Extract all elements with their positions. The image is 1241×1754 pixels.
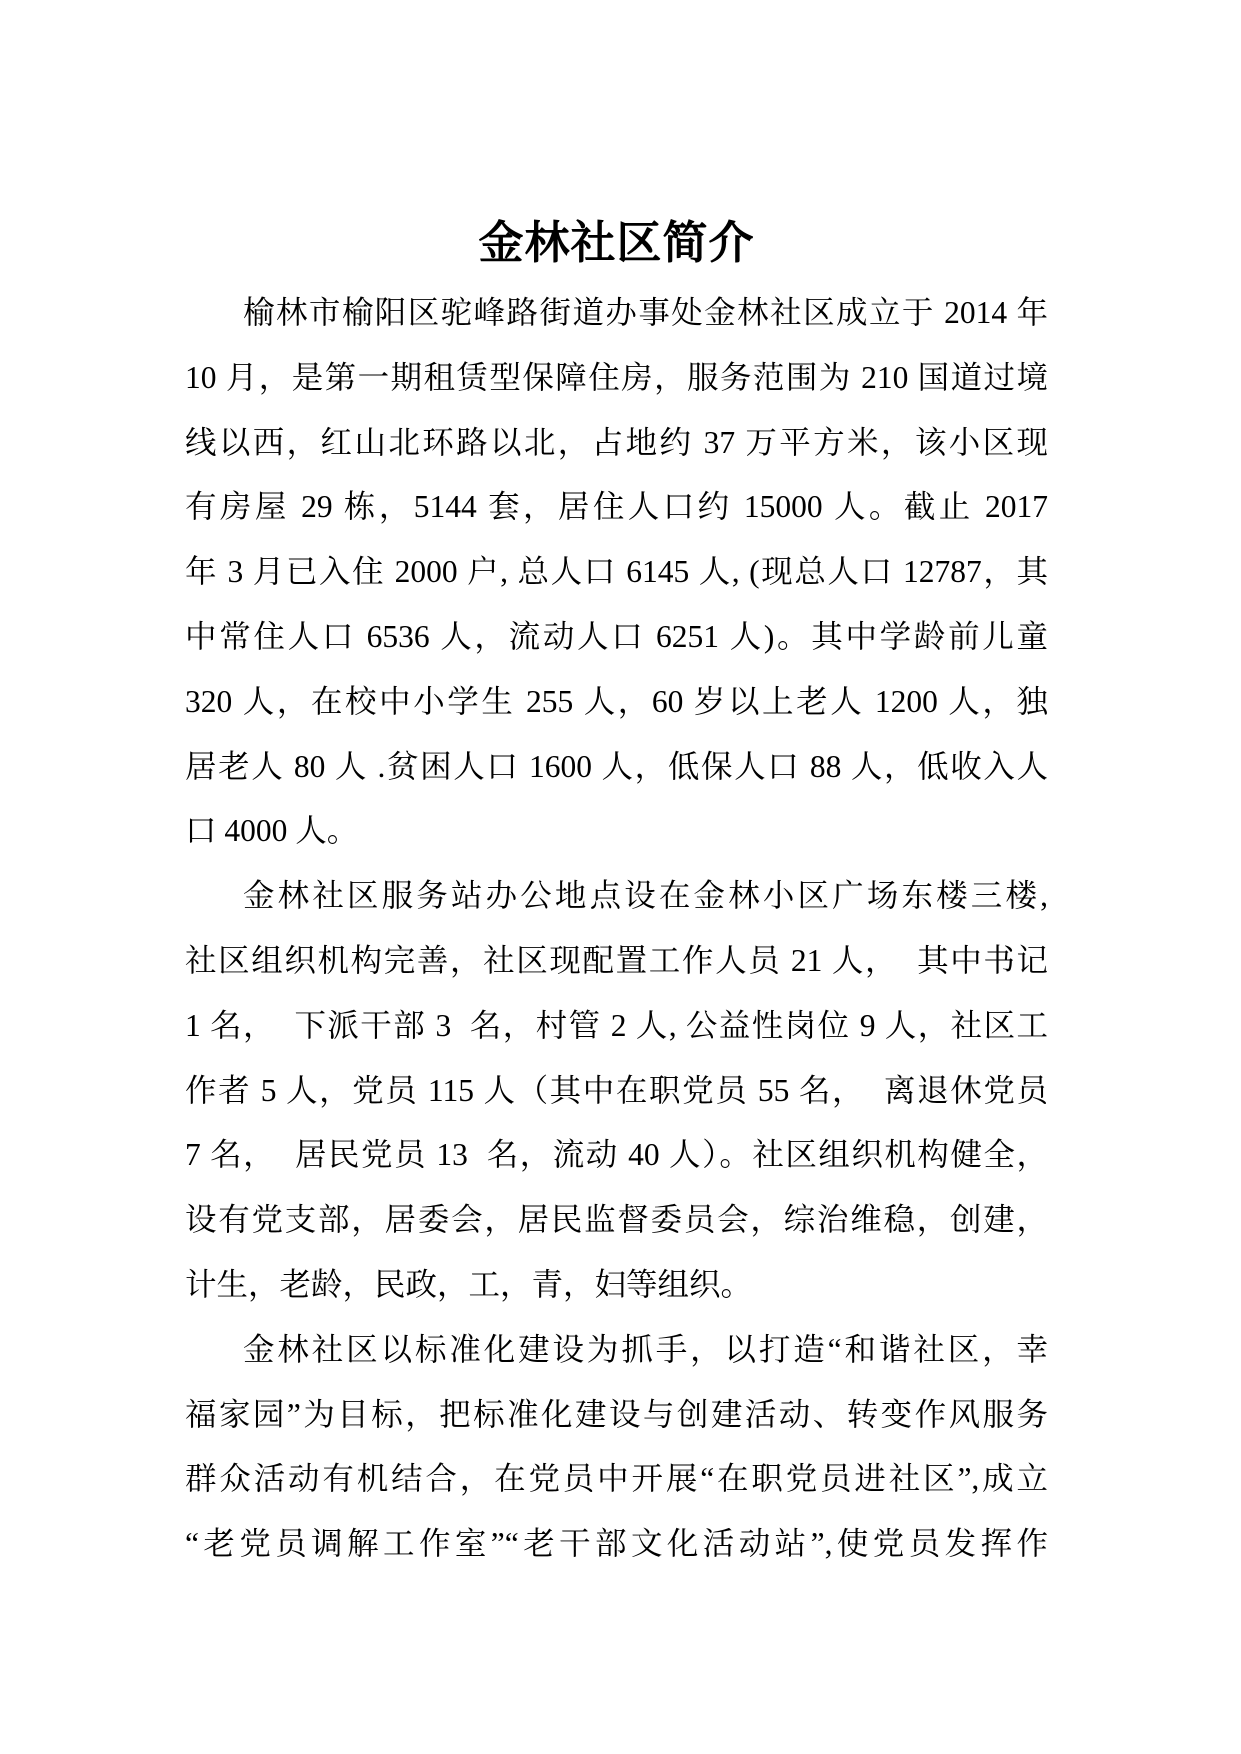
text-line: 中常住人口 6536 人，流动人口 6251 人)。其中学龄前儿童 bbox=[185, 618, 1048, 654]
text-line: 榆林市榆阳区驼峰路街道办事处金林社区成立于 2014 年 bbox=[243, 295, 1048, 330]
text-line: 设有党支部，居委会，居民监督委员会，综治维稳，创建， bbox=[185, 1202, 1048, 1238]
text-line: 群众活动有机结合，在党员中开展“在职党员进社区”,成立 bbox=[185, 1461, 1048, 1497]
text-line: 年 3 月已入住 2000 户, 总人口 6145 人, (现总人口 12787，其 bbox=[185, 554, 1048, 590]
paragraph bbox=[185, 281, 1048, 864]
text-line: 10 月，是第一期租赁型保障住房，服务范围为 210 国道过境 bbox=[185, 359, 1048, 395]
text-line: 线以西，红山北环路以北，占地约 37 万平方米，该小区现 bbox=[185, 424, 1048, 460]
text-line: 居老人 80 人 .贫困人口 1600 人，低保人口 88 人，低收入人 bbox=[185, 748, 1048, 784]
text-line: 金林社区以标准化建设为抓手，以打造“和谐社区，幸 bbox=[243, 1331, 1048, 1367]
text-line: “老党员调解工作室”“老干部文化活动站”,使党员发挥作 bbox=[185, 1526, 1048, 1562]
text-line: 1 名， 下派干部 3 名，村管 2 人, 公益性岗位 9 人，社区工 bbox=[185, 1007, 1048, 1043]
text-line: 作者 5 人，党员 115 人（其中在职党员 55 名， 离退休党员 bbox=[185, 1072, 1048, 1108]
page-title: 金林社区简介 bbox=[478, 218, 755, 268]
paragraph bbox=[185, 864, 1048, 1318]
text-line: 计生，老龄，民政，工，青，妇等组织。 bbox=[185, 1266, 753, 1302]
text-line: 社区组织机构完善，社区现配置工作人员 21 人， 其中书记 bbox=[185, 942, 1048, 978]
text-line: 320 人，在校中小学生 255 人，60 岁以上老人 1200 人，独 bbox=[185, 683, 1048, 719]
paragraph bbox=[185, 1318, 1048, 1577]
text-line: 金林社区服务站办公地点设在金林小区广场东楼三楼, bbox=[243, 878, 1048, 914]
text-line: 有房屋 29 栋，5144 套，居住人口约 15000 人。截止 2017 bbox=[185, 489, 1048, 525]
text-line: 7 名， 居民党员 13 名，流动 40 人）。社区组织机构健全， bbox=[185, 1137, 1048, 1173]
document-body bbox=[185, 281, 1048, 1577]
text-line: 口 4000 人。 bbox=[185, 813, 359, 849]
text-line: 福家园”为目标，把标准化建设与创建活动、转变作风服务 bbox=[185, 1396, 1048, 1432]
